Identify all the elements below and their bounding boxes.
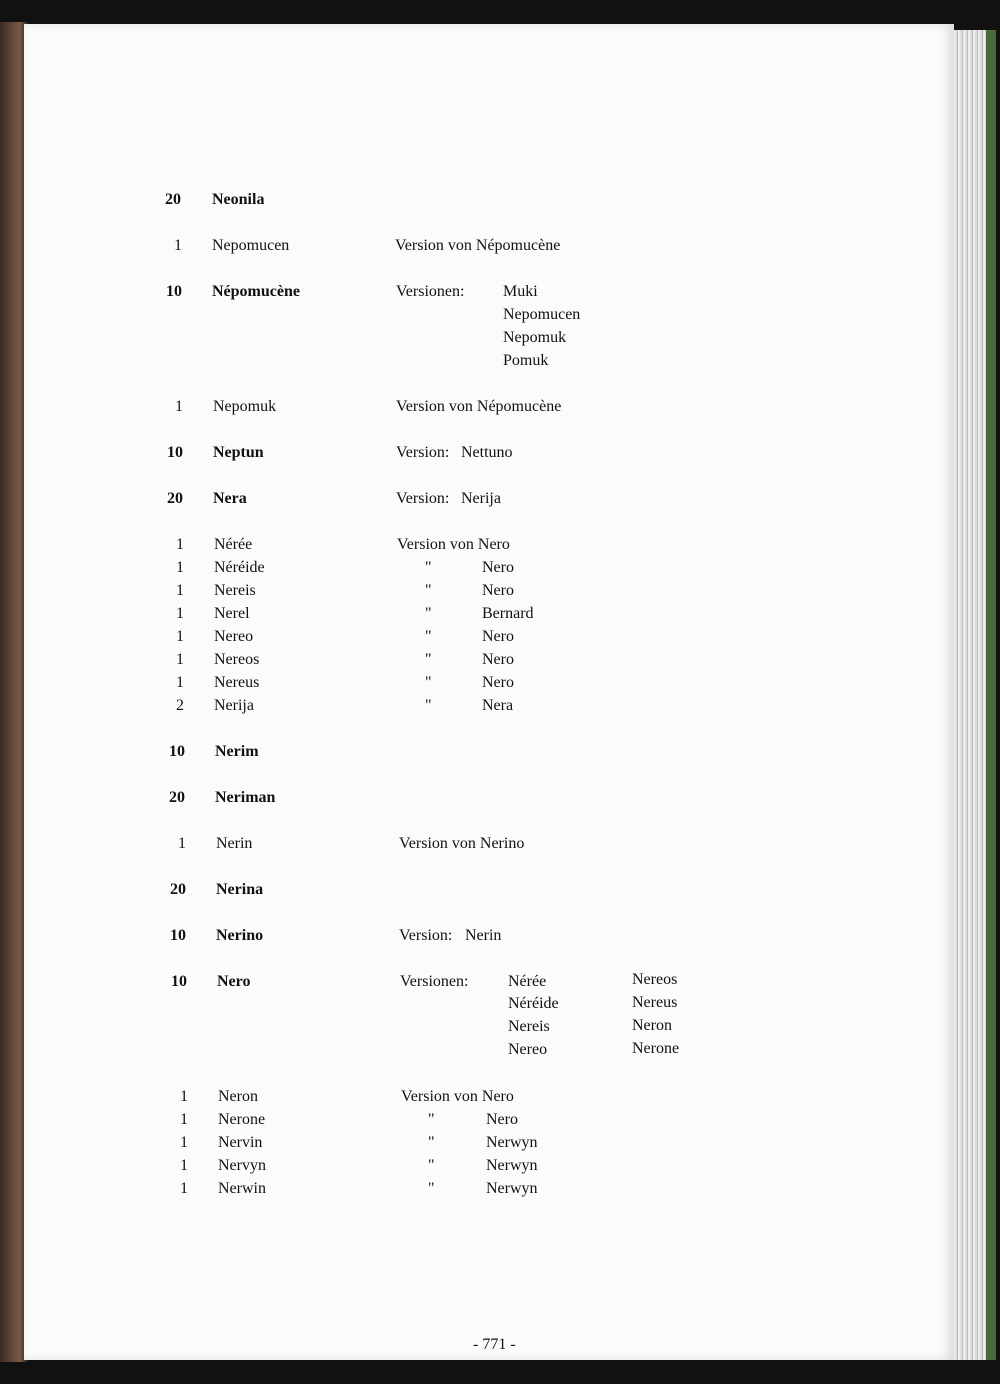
ditto-mark: " (428, 1157, 435, 1174)
entry-count: 20 (169, 789, 185, 806)
entry-count: 1 (176, 628, 184, 645)
entry-ref: Nerija (461, 490, 501, 507)
entry-note: Version: (396, 490, 450, 507)
version-item: Nereos (632, 971, 678, 988)
ditto-mark: " (425, 628, 432, 645)
entry-count: 1 (180, 1088, 188, 1105)
entry-name: Nerim (215, 743, 259, 760)
entry-name: Neriman (215, 789, 276, 806)
entry-count: 2 (176, 697, 184, 714)
entry-ref: Nerin (465, 927, 502, 944)
entry-name: Nerwin (218, 1180, 266, 1197)
entry-name: Nérée (214, 536, 253, 553)
entry-name: Neron (218, 1088, 258, 1105)
entry-ref: Nero (482, 674, 514, 691)
ditto-mark: " (428, 1134, 435, 1151)
version-item: Pomuk (503, 352, 549, 369)
entry-name: Népomucène (212, 283, 300, 300)
version-item: Muki (503, 283, 538, 300)
entry-count: 20 (170, 881, 186, 898)
entry-name: Nervin (218, 1134, 263, 1151)
entry-count: 1 (180, 1157, 188, 1174)
version-item: Nepomuk (503, 329, 567, 346)
entry-count: 1 (175, 398, 183, 415)
ditto-mark: " (425, 605, 432, 622)
entry-name: Nerino (216, 927, 264, 944)
entry-ref: Nero (482, 651, 514, 668)
entry-name: Nera (213, 490, 247, 507)
entry-count: 1 (176, 605, 184, 622)
ditto-mark: " (425, 674, 432, 691)
entry-ref: Nerwyn (486, 1134, 538, 1151)
entry-count: 1 (180, 1111, 188, 1128)
entry-count: 1 (180, 1134, 188, 1151)
entry-note: Version von Nero (397, 536, 510, 553)
entry-count: 1 (176, 536, 184, 553)
version-item: Neron (632, 1017, 672, 1034)
entry-name: Nero (217, 973, 251, 990)
version-item: Nereus (632, 994, 678, 1011)
ditto-mark: " (425, 582, 432, 599)
entry-name: Nerel (214, 605, 250, 622)
entry-count: 1 (176, 674, 184, 691)
entry-ref: Nero (482, 559, 514, 576)
entry-count: 1 (178, 835, 186, 852)
entry-count: 10 (170, 927, 186, 944)
page-number: - 771 - (473, 1336, 516, 1353)
entry-count: 20 (167, 490, 183, 507)
entry-ref: Nettuno (461, 444, 513, 461)
version-item: Nereis (508, 1018, 550, 1035)
entry-note: Version von Nero (401, 1088, 514, 1105)
entry-name: Neptun (213, 444, 264, 461)
version-item: Nepomucen (503, 306, 581, 323)
entry-name: Nereo (214, 628, 254, 645)
ditto-mark: " (428, 1111, 435, 1128)
entry-name: Neonila (212, 191, 265, 208)
entry-name: Nepomuk (213, 398, 277, 415)
entry-name: Néréide (214, 559, 265, 576)
entry-ref: Nera (482, 697, 514, 714)
ditto-mark: " (428, 1180, 435, 1197)
version-item: Nérée (508, 973, 547, 990)
entry-note: Version von Népomucène (395, 237, 561, 254)
entry-count: 1 (176, 651, 184, 668)
entry-name: Nerija (214, 697, 254, 714)
entry-ref: Nerwyn (486, 1180, 538, 1197)
entry-note: Versionen: (396, 283, 465, 300)
ditto-mark: " (425, 697, 432, 714)
entry-note: Version von Nerino (399, 835, 525, 852)
ditto-mark: " (425, 559, 432, 576)
entry-count: 20 (165, 191, 181, 208)
version-item: Nereo (508, 1041, 548, 1058)
book-cover-edge (986, 30, 996, 1360)
entry-count: 1 (180, 1180, 188, 1197)
entry-name: Nepomucen (212, 237, 290, 254)
entry-note: Version: (399, 927, 453, 944)
entry-count: 1 (176, 582, 184, 599)
entry-ref: Nerwyn (486, 1157, 538, 1174)
entry-note: Version von Népomucène (396, 398, 562, 415)
entry-ref: Nero (486, 1111, 518, 1128)
entry-name: Nerone (218, 1111, 266, 1128)
entry-ref: Nero (482, 628, 514, 645)
entry-name: Nereus (214, 674, 260, 691)
entry-count: 10 (169, 743, 185, 760)
entry-ref: Nero (482, 582, 514, 599)
version-item: Néréide (508, 995, 559, 1012)
entry-note: Version: (396, 444, 450, 461)
entry-name: Nereos (214, 651, 260, 668)
entry-count: 10 (167, 444, 183, 461)
entry-ref: Bernard (482, 605, 534, 622)
ditto-mark: " (425, 651, 432, 668)
entry-name: Nerin (216, 835, 253, 852)
entry-count: 10 (166, 283, 182, 300)
entry-name: Nerina (216, 881, 264, 898)
entry-count: 10 (171, 973, 187, 990)
entry-note: Versionen: (400, 973, 469, 990)
entry-name: Nereis (214, 582, 256, 599)
entry-count: 1 (176, 559, 184, 576)
version-item: Nerone (632, 1040, 680, 1057)
entry-name: Nervyn (218, 1157, 266, 1174)
entry-count: 1 (174, 237, 182, 254)
